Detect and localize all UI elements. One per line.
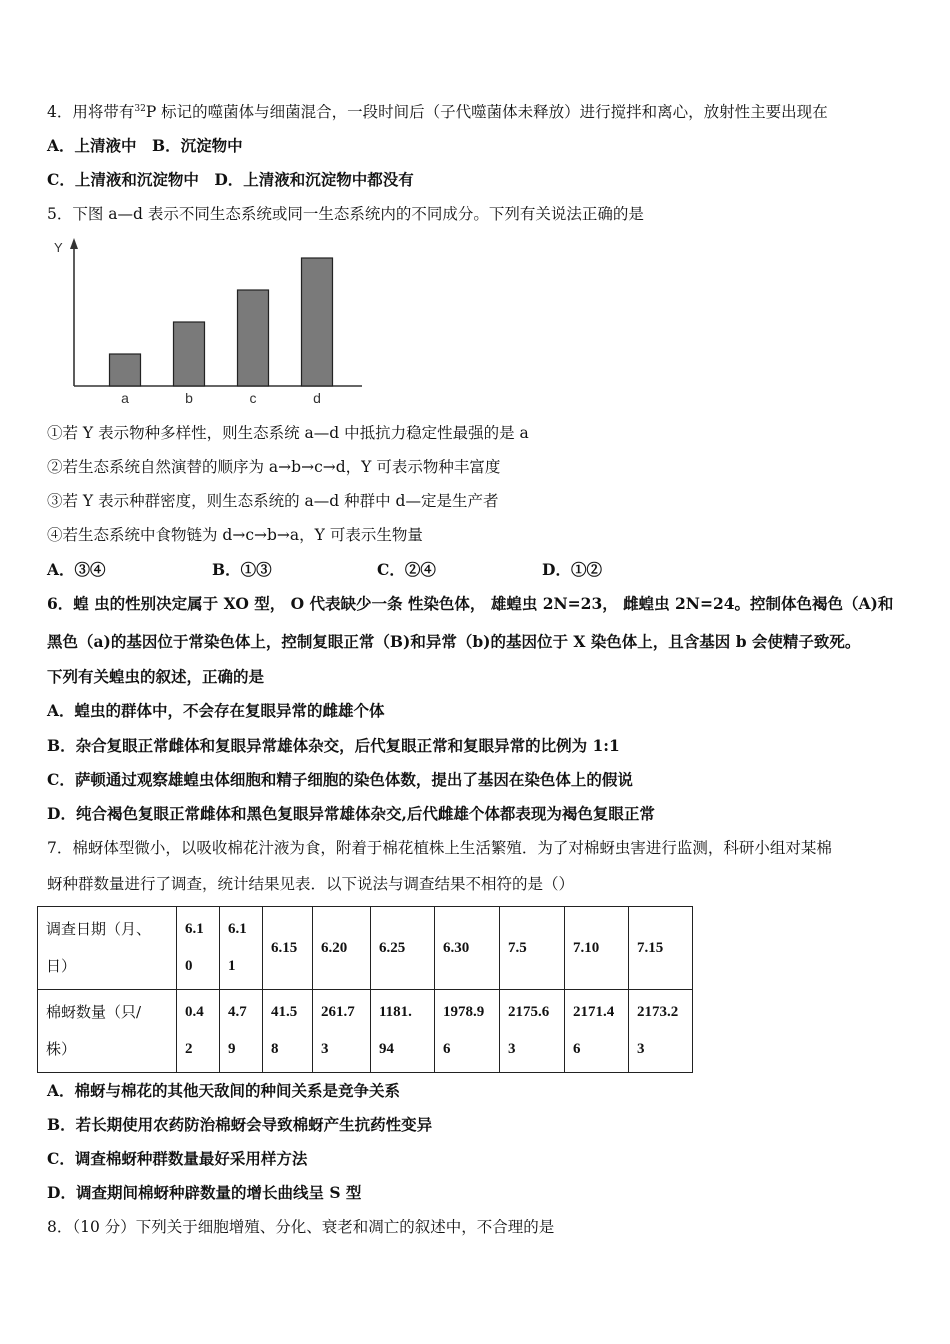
q5-statement-4: ④若生态系统中食物链为 d→c→b→a，Y 可表示生物量 xyxy=(47,526,423,544)
y-axis-label: Y xyxy=(54,240,63,255)
table-cell: 1181. 94 xyxy=(371,990,435,1073)
table-cell: 7.10 xyxy=(565,907,629,990)
table-cell: 6.20 xyxy=(313,907,371,990)
q5-option-d: D．①② xyxy=(542,560,602,579)
table-cell: 2171.4 6 xyxy=(565,990,629,1073)
table-cell: 7.5 xyxy=(500,907,565,990)
bar-c xyxy=(238,290,269,386)
table-cell: 41.5 8 xyxy=(263,990,313,1073)
bar-b xyxy=(174,322,205,386)
q6-stem-line-2: 黑色（a)的基因位于常染色体上，控制复眼正常（B)和异常（b)的基因位于 X 染色体上，且含基因 b 会使精子致死。 xyxy=(47,632,861,651)
q5-statement-1: ①若 Y 表示物种多样性，则生态系统 a—d 中抵抗力稳定性最强的是 a xyxy=(47,424,529,442)
table-row-count xyxy=(38,990,693,1073)
bar-chart xyxy=(40,232,380,412)
x-tick-label: d xyxy=(313,390,321,406)
q5-statement-2: ②若生态系统自然演替的顺序为 a→b→c→d，Y 可表示物种丰富度 xyxy=(47,458,501,476)
table-cell: 2175.6 3 xyxy=(500,990,565,1073)
q5-option-b: B．①③ xyxy=(212,560,272,579)
q6-option-c: C．萨顿通过观察雄蝗虫体细胞和精子细胞的染色体数，提出了基因在染色体上的假说 xyxy=(47,770,633,789)
table-cell: 6.15 xyxy=(263,907,313,990)
y-axis-arrow-icon xyxy=(70,238,78,249)
table-cell: 261.7 3 xyxy=(313,990,371,1073)
q7-option-c: C．调查棉蚜种群数量最好采用样方法 xyxy=(47,1149,308,1168)
q4-stem: 4．用将带有$^{32}$P 标记的噬菌体与细菌混合，一段时间后（子代噬菌体未释放）进行搅拌和离心，放射性主要出现在 xyxy=(47,103,828,121)
table-cell: 4.7 9 xyxy=(220,990,263,1073)
q5-statement-3: ③若 Y 表示种群密度，则生态系统的 a—d 种群中 d—定是生产者 xyxy=(47,492,499,510)
q6-option-d: D．纯合褐色复眼正常雌体和黑色复眼异常雄体杂交,后代雌雄个体都表现为褐色复眼正常 xyxy=(47,804,655,823)
q5-stem: 5．下图 a—d 表示不同生态系统或同一生态系统内的不同成分。下列有关说法正确的是 xyxy=(47,205,644,223)
table-header-cell: 棉蚜数量（只/ 株） xyxy=(38,990,177,1073)
q8-stem: 8．（10 分）下列关于细胞增殖、分化、衰老和凋亡的叙述中，不合理的是 xyxy=(47,1218,555,1236)
q6-stem-line-1: 6．蝗 虫的性别决定属于 XO 型， O 代表缺少一条 性染色体， 雄蝗虫 2N=23， 雌蝗虫 2N=24。控制体色褐色（A)和 xyxy=(47,594,894,613)
table-row-date xyxy=(38,907,693,990)
q5-option-c: C．②④ xyxy=(377,560,436,579)
q7-option-d: D．调查期间棉蚜种辟数量的增长曲线呈 S 型 xyxy=(47,1183,362,1202)
bar-a xyxy=(110,354,141,386)
table-cell: 0.4 2 xyxy=(177,990,220,1073)
table-cell: 6.30 xyxy=(435,907,500,990)
table-cell: 6.25 xyxy=(371,907,435,990)
x-tick-label: c xyxy=(249,390,257,406)
table-cell: 7.15 xyxy=(629,907,693,990)
table-cell: 6.1 1 xyxy=(220,907,263,990)
q5-option-a: A．③④ xyxy=(47,560,106,579)
q7-option-a: A．棉蚜与棉花的其他天敌间的种间关系是竞争关系 xyxy=(47,1081,401,1100)
table-cell: 2173.2 3 xyxy=(629,990,693,1073)
q6-option-b: B．杂合复眼正常雌体和复眼异常雄体杂交，后代复眼正常和复眼异常的比例为 1:1 xyxy=(47,736,620,755)
q6-option-a: A．蝗虫的群体中，不会存在复眼异常的雌雄个体 xyxy=(47,701,385,720)
x-tick-label: a xyxy=(121,390,129,406)
q7-stem-line-1: 7．棉蚜体型微小，以吸收棉花汁液为食，附着于棉花植株上生活繁殖．为了对棉蚜虫害进行监测，科研小组对某棉 xyxy=(47,839,832,857)
survey-table xyxy=(37,906,693,1073)
table-header-cell: 调查日期（月、 日） xyxy=(38,907,177,990)
q6-stem-line-3: 下列有关蝗虫的叙述，正确的是 xyxy=(47,667,265,686)
table-cell: 6.1 0 xyxy=(177,907,220,990)
q7-stem-line-2: 蚜种群数量进行了调查，统计结果见表．以下说法与调查结果不相符的是（） xyxy=(47,875,575,893)
q4-options-ab: A．上清液中 B．沉淀物中 xyxy=(47,136,243,155)
q7-option-b: B．若长期使用农药防治棉蚜会导致棉蚜产生抗药性变异 xyxy=(47,1115,433,1134)
q4-options-cd: C．上清液和沉淀物中 D．上清液和沉淀物中都没有 xyxy=(47,170,414,189)
bar-d xyxy=(302,258,333,386)
x-tick-label: b xyxy=(185,390,193,406)
table-cell: 1978.9 6 xyxy=(435,990,500,1073)
